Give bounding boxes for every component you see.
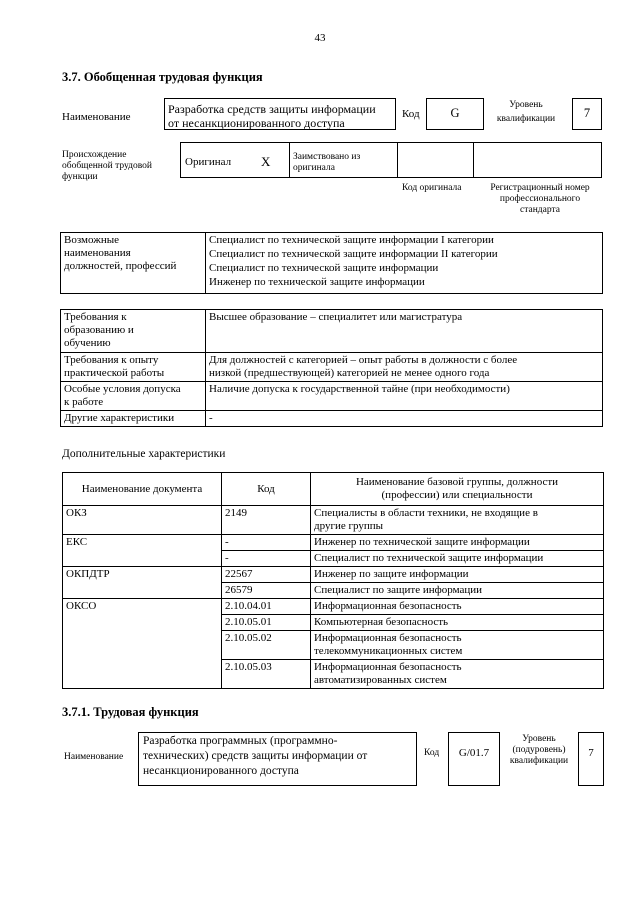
name-cell xyxy=(311,631,604,660)
requirement-value-line: Высшее образование – специалитет или магистратура xyxy=(209,311,463,323)
requirement-value-line: - xyxy=(209,412,213,424)
origin-label xyxy=(62,150,152,183)
code-cell: 2.10.05.02 xyxy=(222,631,311,660)
additional-title: Дополнительные характеристики xyxy=(62,448,226,460)
table-row xyxy=(63,506,604,535)
requirement-label-line: Требования к опыту xyxy=(64,354,159,366)
code-cell: 2.10.05.01 xyxy=(222,615,311,631)
positions-label-line2: наименования xyxy=(64,247,131,259)
origin-label-line2: обобщенной трудовой xyxy=(62,161,152,171)
code-value: G xyxy=(450,106,460,120)
requirement-label-line: практической работы xyxy=(64,367,165,379)
position-item: Специалист по технической защите информации I категории xyxy=(209,234,494,246)
name-line: телекоммуникационных систем xyxy=(314,645,463,657)
name-line: Специалист по защите информации xyxy=(314,584,482,596)
sub-level-label xyxy=(502,734,576,767)
requirements-table xyxy=(60,309,603,427)
name-line: Информационная безопасность xyxy=(314,600,462,612)
sub-name-value-line1: Разработка программных (программно- xyxy=(143,735,338,747)
sub-level-value-box xyxy=(578,732,604,786)
requirement-value-line: Для должностей с категорией – опыт работы в должности с более xyxy=(209,354,518,366)
level-value: 7 xyxy=(583,106,591,120)
requirement-value-line: Наличие допуска к государственной тайне (при необходимости) xyxy=(209,383,510,395)
name-line: Информационная безопасность xyxy=(314,661,462,673)
name-value-line2: от несанкционированного доступа xyxy=(168,116,345,130)
level-value-box xyxy=(572,98,602,130)
code-cell: - xyxy=(222,551,311,567)
name-line: Специалисты в области техники, не входящие в xyxy=(314,507,538,519)
doc-cell: ОКСО xyxy=(63,599,222,689)
borrowed-label-line2: оригинала xyxy=(293,163,335,173)
header-name-line2: (профессии) или специальности xyxy=(381,489,533,501)
sub-level-value: 7 xyxy=(588,747,594,759)
doc-cell: ЕКС xyxy=(63,535,222,567)
requirement-label xyxy=(61,353,206,382)
code-cell: - xyxy=(222,535,311,551)
requirement-label-line: Особые условия допуска xyxy=(64,383,181,395)
level-label-line1: Уровень xyxy=(509,100,543,110)
requirement-value-line: низкой (предшествующей) категорией не менее одного года xyxy=(209,367,490,379)
position-item: Специалист по технической защите информации xyxy=(209,262,439,274)
subsection-title: 3.7.1. Трудовая функция xyxy=(62,705,199,719)
origin-box xyxy=(180,142,602,178)
requirement-value xyxy=(206,310,603,353)
orig-code-caption: Код оригинала xyxy=(402,183,462,193)
requirement-label xyxy=(61,411,206,427)
requirement-label-line: Требования к xyxy=(64,311,127,323)
positions-label xyxy=(61,233,206,294)
requirement-label xyxy=(61,310,206,353)
name-label: Наименование xyxy=(62,111,131,123)
name-cell xyxy=(311,506,604,535)
reg-number-caption-line2: профессионального xyxy=(499,194,581,204)
requirement-row xyxy=(61,411,603,427)
code-cell: 26579 xyxy=(222,583,311,599)
name-line: Инженер по защите информации xyxy=(314,568,469,580)
name-cell xyxy=(311,567,604,583)
position-item: Специалист по технической защите информации II категории xyxy=(209,248,498,260)
borrowed-label-line1: Заимствовано из xyxy=(293,152,361,162)
header-code: Код xyxy=(222,473,311,506)
code-cell: 2149 xyxy=(222,506,311,535)
positions-table xyxy=(60,232,603,294)
requirement-value xyxy=(206,353,603,382)
header-name xyxy=(311,473,604,506)
reg-number-caption-line1: Регистрационный номер xyxy=(490,183,590,193)
code-cell: 2.10.04.01 xyxy=(222,599,311,615)
sub-code-label: Код xyxy=(424,748,440,758)
code-label: Код xyxy=(402,108,420,120)
sub-level-label-line2: (подуровень) xyxy=(512,745,566,755)
origin-divider-3 xyxy=(473,143,474,177)
reg-number-caption-line3: стандарта xyxy=(520,205,560,215)
sub-level-label-line1: Уровень xyxy=(522,734,556,744)
name-line: Специалист по технической защите информации xyxy=(314,552,544,564)
sub-name-value-box xyxy=(138,732,417,786)
name-cell xyxy=(311,615,604,631)
name-cell xyxy=(311,599,604,615)
name-line: другие группы xyxy=(314,520,384,532)
code-cell: 22567 xyxy=(222,567,311,583)
name-line: Информационная безопасность xyxy=(314,632,462,644)
requirement-value xyxy=(206,411,603,427)
table-row xyxy=(63,599,604,615)
requirement-label-line: обучению xyxy=(64,337,111,349)
requirement-row xyxy=(61,382,603,411)
origin-label-line1: Происхождение xyxy=(62,150,127,160)
origin-divider-2 xyxy=(397,143,398,177)
sub-code-value: G/01.7 xyxy=(458,747,490,759)
reg-number-caption xyxy=(476,183,604,216)
name-line: Компьютерная безопасность xyxy=(314,616,449,628)
name-cell xyxy=(311,660,604,689)
sub-name-value-line3: несанкционированного доступа xyxy=(143,765,299,777)
name-cell xyxy=(311,535,604,551)
original-label: Оригинал xyxy=(185,156,232,168)
name-cell xyxy=(311,551,604,567)
name-value-box xyxy=(164,98,396,130)
section-title: 3.7. Обобщенная трудовая функция xyxy=(62,70,263,84)
positions-values xyxy=(206,233,603,294)
origin-divider-1 xyxy=(289,143,290,177)
requirement-value xyxy=(206,382,603,411)
requirement-label xyxy=(61,382,206,411)
requirement-label-line: образованию и xyxy=(64,324,134,336)
requirement-label-line: к работе xyxy=(64,396,104,408)
header-name-line1: Наименование базовой группы, должности xyxy=(355,476,559,488)
sub-code-value-box xyxy=(448,732,500,786)
sub-name-value-line2: технических) средств защиты информации от xyxy=(143,750,368,762)
name-line: автоматизированных систем xyxy=(314,674,447,686)
additional-table xyxy=(62,472,604,689)
table-row xyxy=(63,535,604,551)
sub-level-label-line3: квалификации xyxy=(509,756,569,766)
table-row xyxy=(63,567,604,583)
additional-header-row xyxy=(63,473,604,506)
doc-cell: ОКЗ xyxy=(63,506,222,535)
page-number: 43 xyxy=(314,32,326,44)
name-line: Инженер по технической защите информации xyxy=(314,536,530,548)
requirement-row xyxy=(61,353,603,382)
sub-name-label: Наименование xyxy=(64,752,124,762)
name-value-line1: Разработка средств защиты информации xyxy=(168,102,376,116)
position-item: Инженер по технической защите информации xyxy=(209,276,425,288)
positions-label-line1: Возможные xyxy=(64,234,119,246)
level-label-line2: квалификации xyxy=(496,114,556,124)
original-mark: X xyxy=(261,154,271,169)
code-cell: 2.10.05.03 xyxy=(222,660,311,689)
doc-cell: ОКПДТР xyxy=(63,567,222,599)
header-doc: Наименование документа xyxy=(63,473,222,506)
origin-label-line3: функции xyxy=(62,172,98,182)
name-cell xyxy=(311,583,604,599)
level-label xyxy=(484,100,568,125)
borrowed-label xyxy=(293,152,360,174)
requirement-label-line: Другие характеристики xyxy=(64,412,175,424)
requirement-row xyxy=(61,310,603,353)
code-value-box xyxy=(426,98,484,130)
positions-label-line3: должностей, профессий xyxy=(64,260,177,272)
